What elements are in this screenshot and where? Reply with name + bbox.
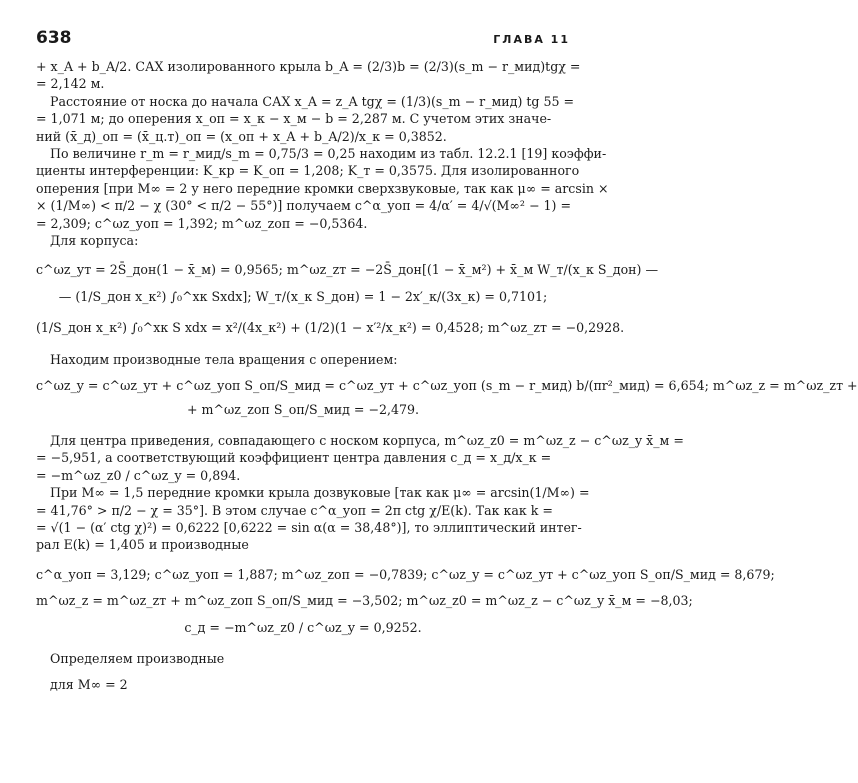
formula-line: c^ωz_y = c^ωz_ут + c^ωz_уоп S_оп/S_мид = c^ωz_ут + c^ωz_уоп (s_m − r_мид) b/(πr²_мид) = 6,654; m^ωz_z = m^ωz_zт +: [36, 378, 858, 394]
formula-line: c_д = −m^ωz_z0 / c^ωz_y = 0,9252.: [184, 619, 422, 635]
formula-line: c^ωz_ут = 2S̄_дон(1 − x̄_м) = 0,9565; m^ωz_zт = −2S̄_дон[(1 − x̄_м²) + x̄_м W_т/(x_к S_дон) —: [36, 262, 659, 278]
text-line: = −m^ωz_z0 / c^ωz_y = 0,894.: [36, 467, 241, 483]
text-line: циенты интерференции: K_кр = K_оп = 1,208; K_т = 0,3575. Для изолированного: [36, 163, 580, 179]
text-line: Расстояние от носка до начала САХ x_A = z_A tgχ = (1/3)(s_m − r_мид) tg 55 =: [50, 93, 575, 109]
text-line: = −5,951, а соответствующий коэффициент центра давления c_д = x_д/x_к =: [36, 450, 552, 466]
text-line: Определяем производные: [50, 650, 225, 666]
text-line: рал E(k) = 1,405 и производные: [36, 537, 249, 553]
formula-line: + m^ωz_zоп S_оп/S_мид = −2,479.: [186, 401, 420, 417]
chapter-title: ГЛАВА 11: [493, 33, 570, 46]
text-line: По величине r_m = r_мид/s_m = 0,75/3 = 0,25 находим из табл. 12.2.1 [19] коэффи-: [50, 146, 607, 162]
text-line: × (1/M∞) < π/2 − χ (30° < π/2 − 55°)] получаем c^α_уоп = 4/α′ = 4/√(M∞² − 1) =: [36, 198, 572, 214]
formula-line: c^α_уоп = 3,129; c^ωz_уоп = 1,887; m^ωz_zоп = −0,7839; c^ωz_y = c^ωz_ут + c^ωz_уоп S_оп/S_мид = 8,679;: [36, 566, 775, 582]
text-line: = 2,142 м.: [36, 76, 105, 92]
text-line: = 2,309; c^ωz_уоп = 1,392; m^ωz_zоп = −0,5364.: [36, 215, 368, 231]
text-line: ний (x̄_д)_оп = (x̄_ц.т)_оп = (x_оп + x_A + b_A/2)/x_к = 0,3852.: [36, 128, 447, 144]
text-line: Для центра приведения, совпадающего с носком корпуса, m^ωz_z0 = m^ωz_z − c^ωz_y x̄_м =: [50, 432, 684, 448]
text-line: оперения [при M∞ = 2 у него передние кромки сверхзвуковые, так как μ∞ = arcsin ×: [36, 180, 609, 196]
text-line: = 41,76° > π/2 − χ = 35°]. В этом случае c^α_уоп = 2π ctg χ/E(k). Так как k =: [36, 502, 553, 518]
text-line: = √(1 − (α′ ctg χ)²) = 0,6222 [0,6222 = sin α(α = 38,48°)], то эллиптический интег-: [36, 519, 582, 535]
text-line: Находим производные тела вращения с оперением:: [50, 351, 398, 367]
formula-line: (1/S_дон x_к²) ∫₀^xк S xdx = x²/(4x_к²) + (1/2)(1 − x′²/x_к²) = 0,4528; m^ωz_zт = −0,2928.: [36, 320, 625, 336]
text-line: = 1,071 м; до оперения x_оп = x_к − x_м − b = 2,287 м. С учетом этих значе-: [36, 111, 552, 127]
formula-line: — (1/S_дон x_к²) ∫₀^xк Sxdx]; W_т/(x_к S_дон) = 1 − 2x′_к/(3x_к) = 0,7101;: [58, 288, 548, 304]
text-line: + x_A + b_A/2. САХ изолированного крыла b_A = (2/3)b = (2/3)(s_m − r_мид)tgχ =: [36, 59, 581, 74]
text-line: для M∞ = 2: [50, 677, 128, 693]
page-number: 638: [36, 28, 72, 48]
formula-line: m^ωz_z = m^ωz_zт + m^ωz_zоп S_оп/S_мид = −3,502; m^ωz_z0 = m^ωz_z − c^ωz_y x̄_м = −8,03;: [36, 593, 693, 609]
running-header: [36, 28, 570, 48]
text-line: Для корпуса:: [50, 233, 139, 249]
text-line: При M∞ = 1,5 передние кромки крыла дозвуковые [так как μ∞ = arcsin(1/M∞) =: [50, 485, 590, 501]
